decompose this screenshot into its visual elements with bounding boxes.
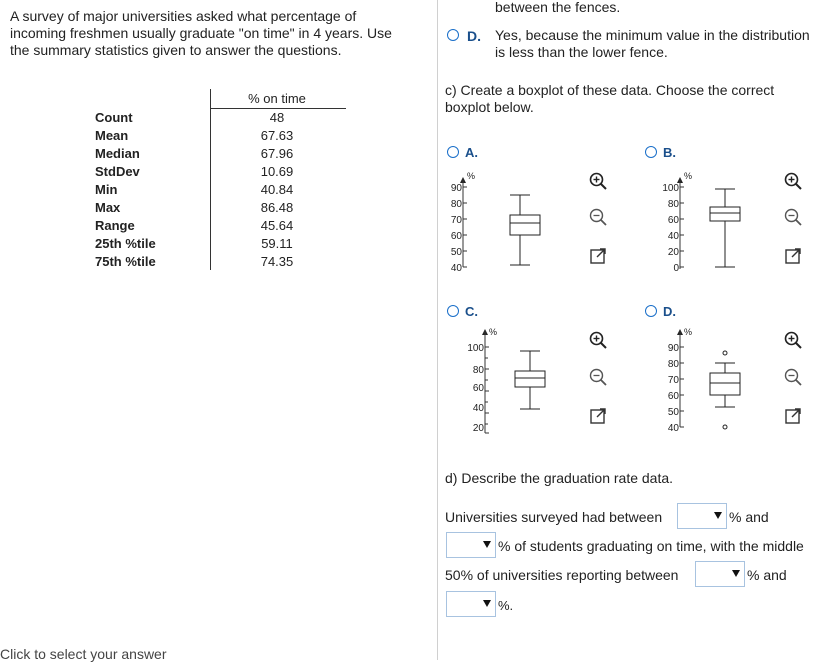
boxplot-option-a: [445, 165, 565, 275]
stat-label-count: Count: [95, 110, 133, 125]
tick-label: 100: [662, 183, 679, 194]
stat-label-range: Range: [95, 218, 135, 233]
question-intro-line-3: the summary statistics given to answer the questions.: [10, 42, 342, 58]
tick-label: 80: [667, 359, 679, 370]
tick-label: 40: [667, 423, 679, 434]
partd-prompt: d) Describe the graduation rate data.: [445, 470, 674, 486]
tick-label: 60: [450, 231, 462, 242]
partc-prompt-1: c) Create a boxplot of these data. Choose the correct: [445, 82, 775, 98]
boxplot-shape: [710, 189, 740, 267]
tick-label: 40: [450, 263, 462, 274]
expand-icon[interactable]: [588, 246, 608, 266]
zoom-out-icon[interactable]: [783, 367, 803, 387]
stat-value-75th: 74.35: [260, 254, 294, 269]
partb-trailing-text: between the fences.: [495, 0, 621, 15]
stat-label-max: Max: [95, 200, 121, 215]
dropdown-q1-pct[interactable]: [695, 561, 745, 587]
partc-option-a-radio[interactable]: [447, 146, 459, 158]
table-column-rule: [210, 89, 211, 270]
zoom-out-icon[interactable]: [783, 207, 803, 227]
tick-label: 60: [667, 391, 679, 402]
tick-marks: [680, 187, 684, 267]
boxplot-shape: [710, 351, 740, 429]
axis-unit-label: %: [684, 327, 693, 337]
boxplot-option-c: [445, 325, 575, 435]
stat-value-stddev: 10.69: [260, 164, 294, 179]
stat-value-mean: 67.63: [260, 128, 294, 143]
question-intro-line-1: A survey of major universities asked what percentage of: [10, 8, 357, 24]
stat-value-max: 86.48: [260, 200, 294, 215]
expand-icon[interactable]: [783, 406, 803, 426]
dropdown-arrow-icon: [480, 534, 494, 556]
partc-prompt-2: boxplot below.: [445, 99, 534, 115]
tick-label: 40: [667, 231, 679, 242]
partc-option-b-letter: B.: [663, 145, 676, 160]
partc-option-b-radio[interactable]: [645, 146, 657, 158]
partc-option-a-letter: A.: [465, 145, 478, 160]
panel-divider: [437, 0, 438, 660]
partd-sentence-1: Universities surveyed had between: [445, 509, 663, 525]
expand-icon[interactable]: [588, 406, 608, 426]
expand-icon[interactable]: [783, 246, 803, 266]
partd-pct-and-1: % and: [729, 509, 769, 525]
tick-label: 70: [667, 375, 679, 386]
partc-option-c-radio[interactable]: [447, 305, 459, 317]
partc-option-d-radio[interactable]: [645, 305, 657, 317]
outlier-point: [723, 425, 727, 429]
tick-label: 50: [450, 247, 462, 258]
partc-option-c-letter: C.: [465, 304, 478, 319]
tick-label: 100: [467, 343, 484, 354]
dropdown-arrow-icon: [729, 563, 743, 585]
tick-label: 80: [667, 199, 679, 210]
boxplot-option-b: [640, 165, 770, 275]
tick-label: 60: [667, 215, 679, 226]
boxplot-shape: [515, 351, 545, 409]
tick-marks: [485, 347, 489, 433]
boxplot-option-d: [640, 325, 770, 435]
question-intro-line-2: incoming freshmen usually graduate "on time" in 4 years. Use: [10, 25, 392, 41]
table-header-rule: [210, 108, 346, 109]
partb-option-d-letter: D.: [467, 28, 481, 44]
axis-unit-label: %: [489, 327, 498, 337]
stat-label-75th: 75th %tile: [95, 254, 156, 269]
stat-label-min: Min: [95, 182, 118, 197]
partc-option-d-letter: D.: [663, 304, 676, 319]
tick-marks: [463, 187, 467, 267]
tick-label: 0: [673, 263, 679, 274]
tick-label: 40: [472, 403, 484, 414]
stats-table-header: % on time: [248, 91, 306, 106]
stat-label-median: Median: [95, 146, 140, 161]
tick-label: 60: [472, 383, 484, 394]
axis-unit-label: %: [684, 171, 693, 181]
partd-sentence-2: % of students graduating on time, with the middle: [498, 538, 804, 554]
partd-sentence-3: 50% of universities reporting between: [445, 567, 679, 583]
stat-value-median: 67.96: [260, 146, 294, 161]
tick-label: 70: [450, 215, 462, 226]
zoom-in-icon[interactable]: [783, 171, 803, 191]
tick-label: 50: [667, 407, 679, 418]
stat-value-range: 45.64: [260, 218, 294, 233]
axis-unit-label: %: [467, 171, 476, 181]
stat-label-stddev: StdDev: [95, 164, 140, 179]
dropdown-arrow-icon: [480, 593, 494, 615]
partb-option-d-text-1: Yes, because the minimum value in the distribution: [495, 27, 810, 43]
stat-value-25th: 59.11: [261, 236, 293, 251]
tick-label: 90: [450, 183, 462, 194]
dropdown-arrow-icon: [711, 505, 725, 527]
tick-label: 80: [472, 365, 484, 376]
dropdown-q3-pct[interactable]: [446, 591, 496, 617]
stat-value-min: 40.84: [260, 182, 294, 197]
tick-marks: [680, 347, 684, 427]
partb-option-d-text-2: is less than the lower fence.: [495, 44, 668, 60]
tick-label: 20: [667, 247, 679, 258]
footer-hint: Click to select your answer: [0, 646, 167, 662]
zoom-out-icon[interactable]: [588, 367, 608, 387]
stat-label-mean: Mean: [95, 128, 129, 143]
outlier-point: [723, 351, 727, 355]
zoom-out-icon[interactable]: [588, 207, 608, 227]
tick-label: 80: [450, 199, 462, 210]
stat-value-count: 48: [269, 110, 285, 125]
stat-label-25th: 25th %tile: [95, 236, 156, 251]
partb-option-d-radio[interactable]: [447, 29, 459, 41]
partd-pct-end: %.: [498, 598, 514, 613]
dropdown-max-pct[interactable]: [446, 532, 496, 558]
dropdown-min-pct[interactable]: [677, 503, 727, 529]
zoom-in-icon[interactable]: [588, 171, 608, 191]
zoom-in-icon[interactable]: [783, 330, 803, 350]
zoom-in-icon[interactable]: [588, 330, 608, 350]
boxplot-shape: [510, 195, 540, 265]
tick-label: 90: [667, 343, 679, 354]
tick-label: 20: [472, 423, 484, 434]
partd-pct-and-2: % and: [747, 567, 787, 583]
